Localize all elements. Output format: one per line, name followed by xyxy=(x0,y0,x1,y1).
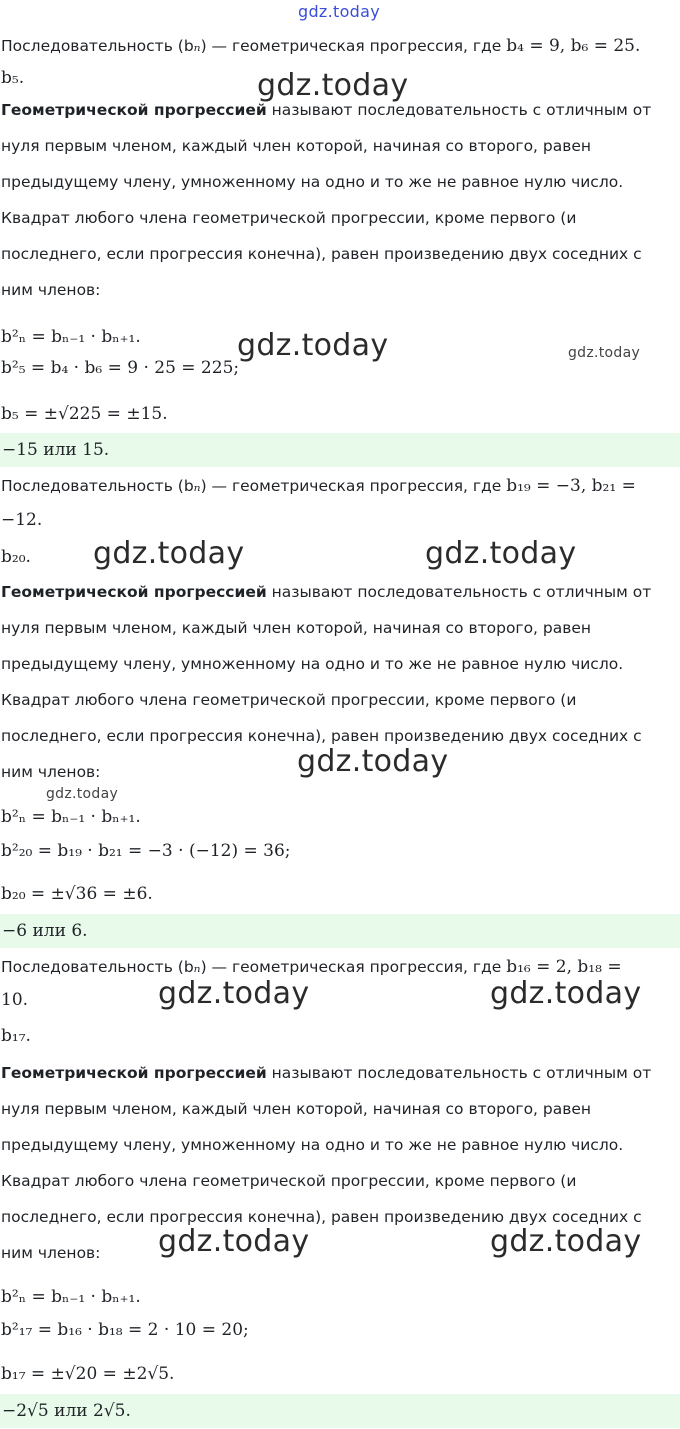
step-1: b²₅ = b₄ · b₆ = 9 · 25 = 225; xyxy=(1,358,240,378)
conditions: b₁₉ = −3, b₂₁ = xyxy=(506,476,636,496)
statement-mid: ) — геометрическая прогрессия, где xyxy=(200,958,507,976)
definition-term: Геометрической прогрессией xyxy=(1,583,267,601)
definition-line-5: последнего, если прогрессия конечна), равен произведению двух соседних с xyxy=(1,727,642,745)
answer-box: −6 или 6. xyxy=(0,914,680,948)
problem-3-statement: Последовательность (bₙ) — геометрическая прогрессия, где b₁₆ = 2, b₁₈ = xyxy=(1,957,622,977)
conditions-continued: 10. xyxy=(1,990,29,1010)
step-2: b₂₀ = ±√36 = ±6. xyxy=(1,884,153,904)
definition-line-6: ним членов: xyxy=(1,763,101,781)
step-2: b₅ = ±√225 = ±15. xyxy=(1,404,168,424)
watermark: gdz.today xyxy=(568,345,641,361)
definition-text: называют последовательность с отличным от xyxy=(266,583,652,601)
problem-1-statement: Последовательность (bₙ) — геометрическая прогрессия, где b₄ = 9, b₆ = 25. xyxy=(1,36,641,56)
definition-text: называют последовательность с отличным от xyxy=(266,101,652,119)
definition-line-3: предыдущему члену, умноженному на одно и то же не равное нулю число. xyxy=(1,173,624,191)
watermark: gdz.today xyxy=(93,536,245,571)
definition-line-5: последнего, если прогрессия конечна), равен произведению двух соседних с xyxy=(1,245,642,263)
formula: b²ₙ = bₙ₋₁ · bₙ₊₁. xyxy=(1,1287,141,1307)
definition-line-6: ним членов: xyxy=(1,281,101,299)
watermark: gdz.today xyxy=(490,976,642,1011)
definition-line-2: нуля первым членом, каждый член которой, начиная со второго, равен xyxy=(1,1100,592,1118)
conditions: b₁₆ = 2, b₁₈ = xyxy=(506,957,622,977)
answer-box: −15 или 15. xyxy=(0,433,680,467)
watermark-top: gdz.today xyxy=(298,2,380,21)
formula: b²ₙ = bₙ₋₁ · bₙ₊₁. xyxy=(1,327,141,347)
definition-line-4: Квадрат любого члена геометрической прогрессии, кроме первого (и xyxy=(1,691,577,709)
definition-term: Геометрической прогрессией xyxy=(1,101,267,119)
definition-line-6: ним членов: xyxy=(1,1244,101,1262)
watermark: gdz.today xyxy=(297,744,449,779)
problem-3-find: b₁₇. xyxy=(1,1026,31,1046)
definition-line-4: Квадрат любого члена геометрической прогрессии, кроме первого (и xyxy=(1,1172,577,1190)
watermark: gdz.today xyxy=(490,1224,642,1259)
definition-line-2: нуля первым членом, каждый член которой, начиная со второго, равен xyxy=(1,137,592,155)
definition-line-1 xyxy=(0,574,680,610)
statement-text: Последовательность (b xyxy=(1,37,194,55)
conditions-continued: −12. xyxy=(1,510,43,530)
statement-mid: ) — геометрическая прогрессия, где xyxy=(200,477,507,495)
answer-box: −2√5 или 2√5. xyxy=(0,1394,680,1428)
watermark: gdz.today xyxy=(158,1224,310,1259)
watermark: gdz.today xyxy=(46,786,119,802)
statement-text: Последовательность (b xyxy=(1,477,194,495)
step-1: b²₂₀ = b₁₉ · b₂₁ = −3 · (−12) = 36; xyxy=(1,841,291,861)
definition-text: называют последовательность с отличным от xyxy=(266,1064,652,1082)
definition-term: Геометрической прогрессией xyxy=(1,1064,267,1082)
step-1: b²₁₇ = b₁₆ · b₁₈ = 2 · 10 = 20; xyxy=(1,1320,249,1340)
step-2: b₁₇ = ±√20 = ±2√5. xyxy=(1,1364,175,1384)
definition-line-3: предыдущему члену, умноженному на одно и то же не равное нулю число. xyxy=(1,1136,624,1154)
watermark: gdz.today xyxy=(237,328,389,363)
definition-line-4: Квадрат любого члена геометрической прогрессии, кроме первого (и xyxy=(1,209,577,227)
problem-1-find: b₅. xyxy=(1,68,25,88)
watermark: gdz.today xyxy=(158,976,310,1011)
formula: b²ₙ = bₙ₋₁ · bₙ₊₁. xyxy=(1,807,141,827)
watermark: gdz.today xyxy=(257,68,409,103)
definition-line-5: последнего, если прогрессия конечна), равен произведению двух соседних с xyxy=(1,1208,642,1226)
definition-line-3: предыдущему члену, умноженному на одно и то же не равное нулю число. xyxy=(1,655,624,673)
problem-2-find: b₂₀. xyxy=(1,547,31,567)
problem-2-statement: Последовательность (bₙ) — геометрическая прогрессия, где b₁₉ = −3, b₂₁ = xyxy=(1,476,636,496)
definition-line-1 xyxy=(0,1055,680,1091)
watermark: gdz.today xyxy=(425,536,577,571)
statement-mid: ) — геометрическая прогрессия, где xyxy=(200,37,507,55)
statement-text: Последовательность (b xyxy=(1,958,194,976)
conditions: b₄ = 9, b₆ = 25. xyxy=(506,36,641,56)
definition-line-2: нуля первым членом, каждый член которой, начиная со второго, равен xyxy=(1,619,592,637)
definition-line-1 xyxy=(0,92,680,128)
